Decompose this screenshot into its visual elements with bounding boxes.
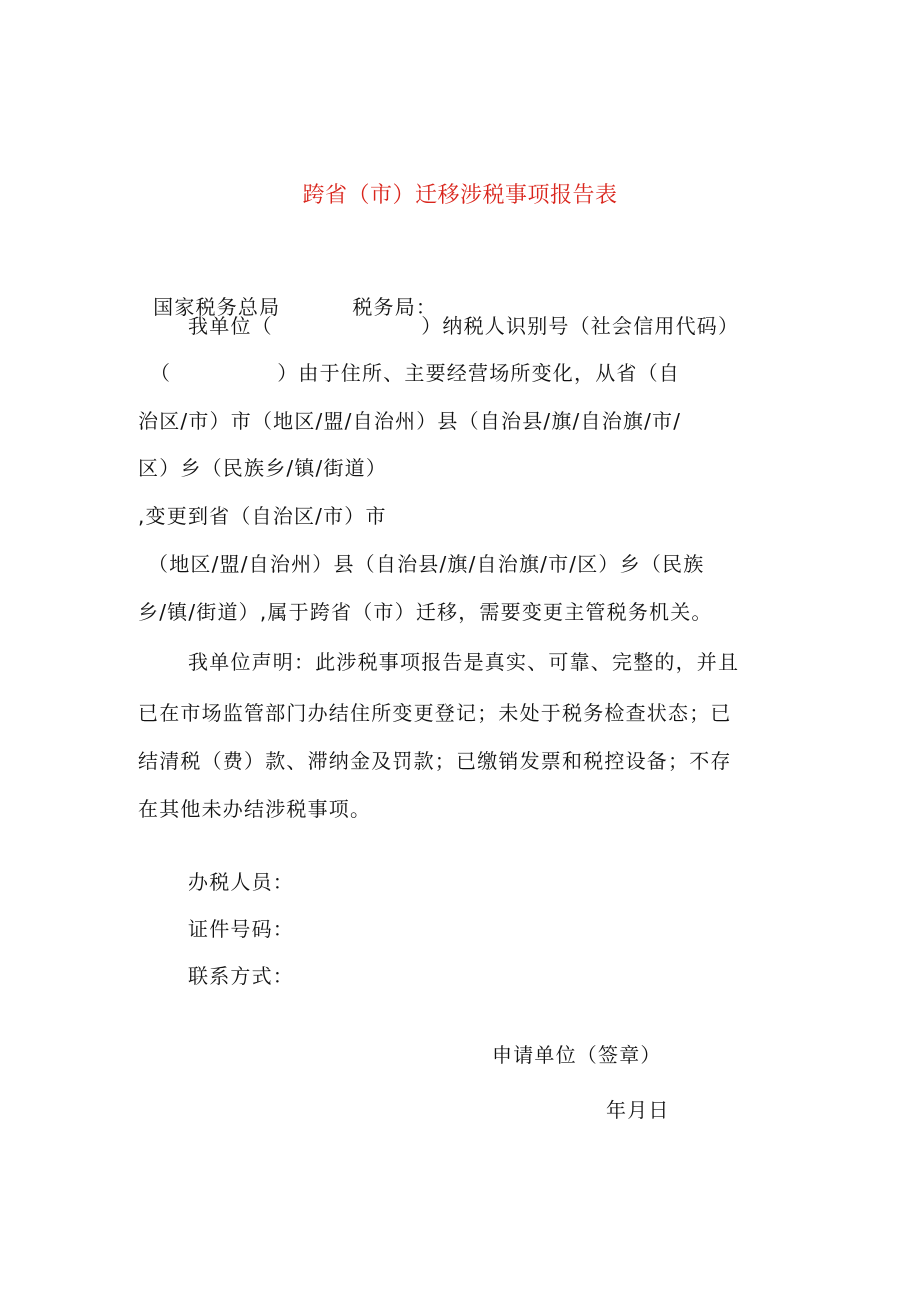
page-title: 跨省（市）迁移涉税事项报告表: [302, 183, 618, 208]
declaration-line-4: 在其他未办结涉税事项。: [138, 797, 372, 821]
id-number-field-label: 证件号码：: [188, 917, 294, 941]
contact-field-label: 联系方式：: [188, 964, 294, 988]
addressee-part2: 税务局：: [352, 295, 438, 319]
addressee-part1: 国家税务总局: [153, 295, 281, 319]
declaration-line-2: 已在市场监管部门办结住所变更登记；未处于税务检查状态；已: [138, 701, 732, 725]
applicant-signature-label: 申请单位（签章）: [492, 1043, 662, 1067]
declaration-line-3: 结清税（费）款、滞纳金及罚款；已缴销发票和税控设备；不存: [138, 749, 732, 773]
body-line-2: （ ）由于住所、主要经营场所变化，从省（自: [150, 361, 680, 385]
body-line-6: （地区/盟/自治州）县（自治县/旗/自治旗/市/区）乡（民族: [148, 552, 705, 576]
handler-field-label: 办税人员：: [188, 870, 294, 894]
body-line-7: 乡/镇/街道）,属于跨省（市）迁移，需要变更主管税务机关。: [138, 600, 713, 624]
declaration-line-1: 我单位声明：此涉税事项报告是真实、可靠、完整的，并且: [188, 650, 740, 674]
date-label: 年月日: [606, 1098, 670, 1122]
body-line-1: 我单位（ ）纳税人识别号（社会信用代码）: [188, 314, 740, 338]
body-line-3: 治区/市）市（地区/盟/自治州）县（自治县/旗/自治旗/市/: [138, 409, 682, 433]
body-line-5: ,变更到省（自治区/市）市: [138, 504, 387, 528]
body-line-4: 区）乡（民族乡/镇/街道）: [138, 456, 388, 480]
